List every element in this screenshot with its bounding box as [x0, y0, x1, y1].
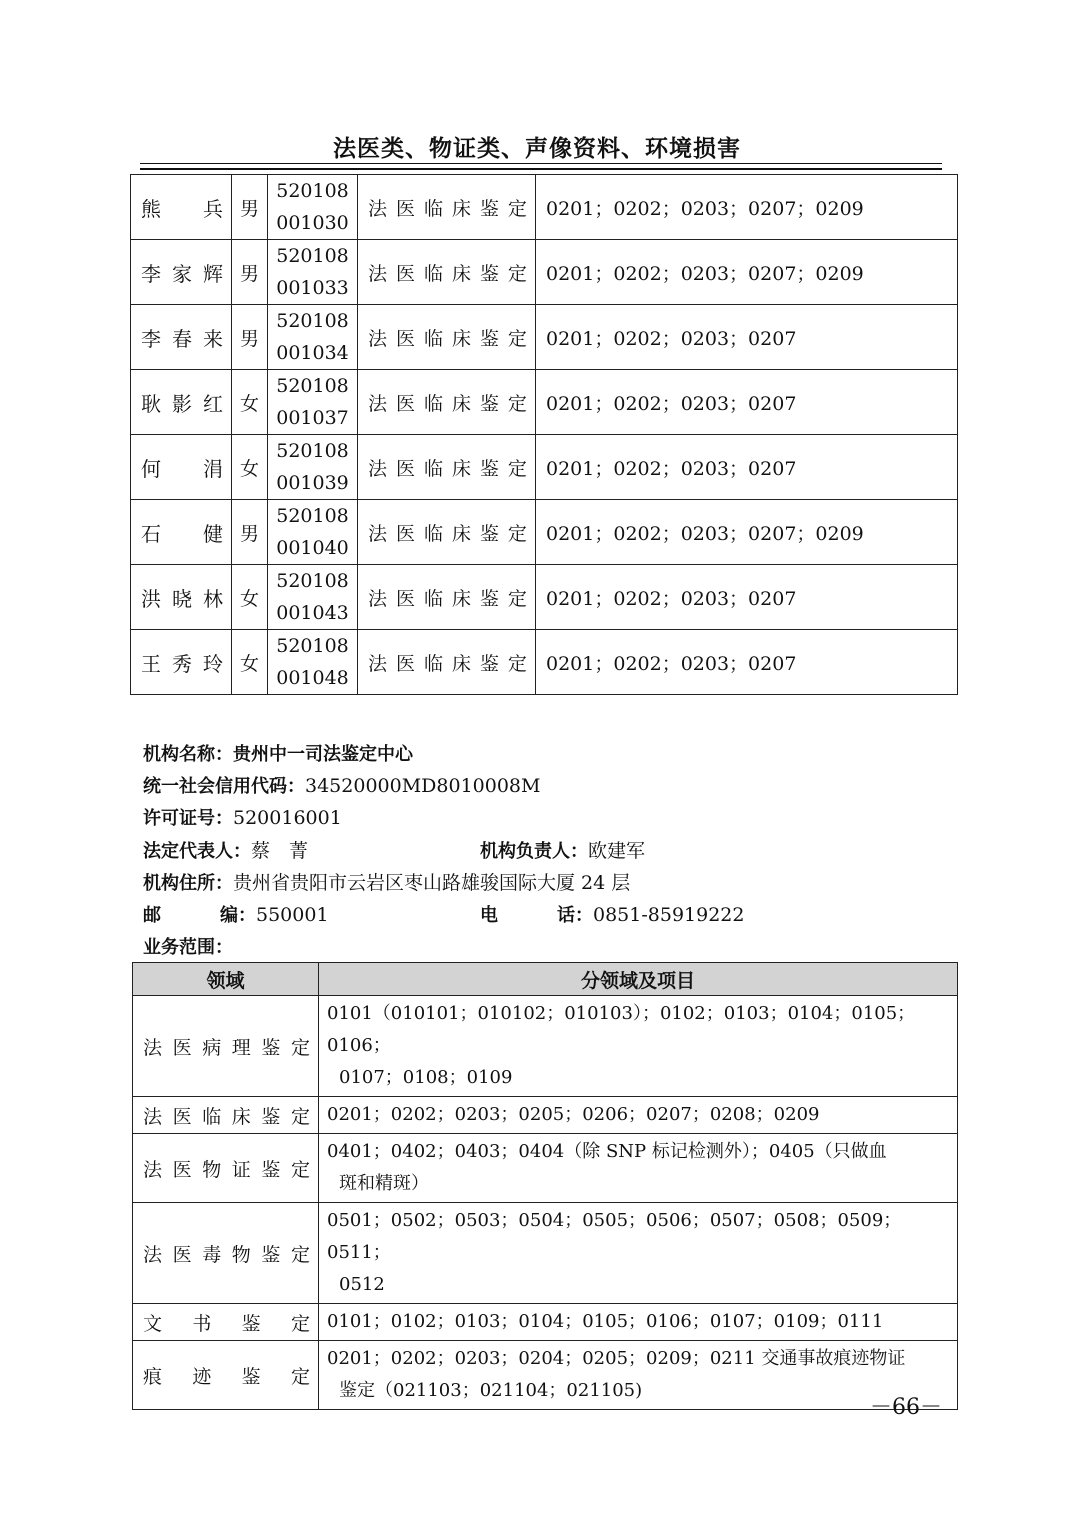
name-char: 晓 — [172, 586, 192, 611]
scope-items-line1: 0501；0502；0503；0504；0505；0506；0507；0508；0509；0511； — [327, 1210, 902, 1263]
field-char: 定 — [290, 1036, 310, 1059]
field-char: 医 — [172, 1105, 192, 1128]
field-char: 鉴 — [261, 1105, 281, 1128]
expert-codes: 0201；0202；0203；0207 — [536, 370, 958, 435]
scope-field — [133, 1341, 319, 1410]
field-char: 床 — [451, 197, 471, 220]
expert-field-chars — [358, 584, 535, 611]
field-char: 鉴 — [479, 652, 499, 675]
credit-code-line — [143, 770, 963, 803]
page-number: －66－ — [870, 1395, 942, 1420]
expert-codes: 0201；0202；0203；0207；0209 — [536, 240, 958, 305]
expert-field-chars — [358, 519, 535, 546]
org-name-label: 机构名称： — [143, 744, 233, 765]
expert-sex: 女 — [232, 630, 268, 695]
expert-field — [358, 565, 536, 630]
field-char: 定 — [290, 1243, 310, 1266]
field-char: 法 — [368, 327, 388, 350]
field-char: 医 — [395, 587, 415, 610]
field-char: 证 — [231, 1158, 251, 1181]
expert-name — [131, 435, 232, 500]
field-char: 法 — [368, 197, 388, 220]
expert-name-chars — [131, 388, 231, 417]
field-char: 定 — [507, 327, 527, 350]
field-char: 临 — [423, 457, 443, 480]
field-char: 床 — [451, 587, 471, 610]
representative-line — [143, 835, 963, 868]
expert-sex: 男 — [232, 175, 268, 240]
phone-value: 0851-85919222 — [593, 904, 745, 926]
field-char: 定 — [507, 522, 527, 545]
name-char: 来 — [203, 326, 223, 351]
expert-name-chars — [131, 583, 231, 612]
representative-value: 蔡 菁 — [251, 840, 309, 862]
expert-field — [358, 175, 536, 240]
table-row — [133, 1203, 958, 1304]
license-number-part1: 520108 — [276, 245, 349, 267]
table-row — [131, 370, 958, 435]
expert-name-chars — [131, 258, 231, 287]
page-header-title: 法医类、物证类、声像资料、环境损害 — [333, 136, 741, 162]
expert-license-number — [268, 435, 358, 500]
scope-field-chars — [133, 1155, 318, 1182]
expert-field-chars — [358, 389, 535, 416]
expert-name-chars — [131, 518, 231, 547]
expert-name — [131, 175, 232, 240]
table-row — [131, 630, 958, 695]
scope-items — [319, 1341, 958, 1410]
field-char: 毒 — [202, 1243, 222, 1266]
name-char: 家 — [172, 261, 192, 286]
field-char: 法 — [143, 1105, 163, 1128]
scope-items-line1: 0401；0402；0403；0404（除 SNP 标记检测外）；0405（只做血 — [327, 1141, 887, 1162]
field-char: 床 — [451, 522, 471, 545]
expert-field-chars — [358, 324, 535, 351]
field-char: 床 — [451, 457, 471, 480]
field-char: 临 — [202, 1105, 222, 1128]
name-char: 何 — [141, 456, 161, 481]
license-value: 520016001 — [233, 807, 342, 829]
name-char: 洪 — [141, 586, 161, 611]
expert-name — [131, 305, 232, 370]
expert-sex: 女 — [232, 370, 268, 435]
name-char: 王 — [141, 651, 161, 676]
table-row — [131, 240, 958, 305]
expert-name — [131, 500, 232, 565]
address-value: 贵州省贵阳市云岩区枣山路雄骏国际大厦 24 层 — [233, 872, 631, 894]
field-char: 鉴 — [479, 587, 499, 610]
field-char: 定 — [290, 1158, 310, 1181]
expert-sex: 男 — [232, 305, 268, 370]
field-char: 医 — [395, 197, 415, 220]
org-name-line — [143, 738, 963, 771]
field-char: 鉴 — [479, 392, 499, 415]
field-char: 医 — [395, 522, 415, 545]
expert-field-chars — [358, 649, 535, 676]
expert-license-number — [268, 175, 358, 240]
expert-codes: 0201；0202；0203；0207 — [536, 565, 958, 630]
field-char: 法 — [368, 522, 388, 545]
expert-table — [130, 174, 958, 695]
scope-field-chars — [133, 1033, 318, 1060]
field-char: 文 — [143, 1312, 163, 1335]
expert-license-number — [268, 370, 358, 435]
expert-field-chars — [358, 194, 535, 221]
name-char: 影 — [172, 391, 192, 416]
field-char: 临 — [423, 392, 443, 415]
name-char: 辉 — [203, 261, 223, 286]
field-char: 鉴 — [479, 197, 499, 220]
license-number-part2: 001040 — [276, 537, 349, 559]
expert-field — [358, 435, 536, 500]
scope-items — [319, 1304, 958, 1341]
field-char: 临 — [423, 262, 443, 285]
table-row — [131, 175, 958, 240]
field-char: 鉴 — [479, 262, 499, 285]
field-char: 病 — [202, 1036, 222, 1059]
license-number-part2: 001039 — [276, 472, 349, 494]
expert-sex: 男 — [232, 500, 268, 565]
field-char: 床 — [451, 262, 471, 285]
license-number-part2: 001034 — [276, 342, 349, 364]
field-char: 定 — [507, 392, 527, 415]
field-char: 定 — [290, 1105, 310, 1128]
credit-code-value: 34520000MD8010008M — [305, 775, 541, 797]
field-char: 鉴 — [241, 1312, 261, 1335]
field-char: 医 — [172, 1158, 192, 1181]
license-number-part1: 520108 — [276, 375, 349, 397]
field-char: 临 — [423, 587, 443, 610]
field-char: 定 — [507, 197, 527, 220]
field-char: 法 — [368, 262, 388, 285]
scope-items-line1: 0201；0202；0203；0204；0205；0209；0211 交通事故痕迹物证 — [327, 1348, 906, 1369]
license-label: 许可证号： — [143, 808, 233, 829]
field-char: 医 — [395, 262, 415, 285]
expert-name-chars — [131, 193, 231, 222]
field-char: 鉴 — [261, 1243, 281, 1266]
scope-items-line2: 0512 — [339, 1274, 385, 1295]
expert-codes: 0201；0202；0203；0207 — [536, 630, 958, 695]
name-char: 石 — [141, 521, 161, 546]
table-row — [133, 1341, 958, 1410]
scope-label-line — [143, 931, 963, 964]
field-char: 鉴 — [261, 1158, 281, 1181]
business-scope-table — [132, 962, 958, 1410]
field-char: 医 — [395, 457, 415, 480]
field-char: 定 — [290, 1312, 310, 1335]
address-line — [143, 867, 963, 900]
scope-items — [319, 996, 958, 1097]
table-row — [133, 996, 958, 1097]
expert-sex: 女 — [232, 565, 268, 630]
scope-field — [133, 1203, 319, 1304]
table-row — [131, 305, 958, 370]
expert-sex: 男 — [232, 240, 268, 305]
field-char: 临 — [423, 327, 443, 350]
field-char: 医 — [395, 392, 415, 415]
license-number-part1: 520108 — [276, 440, 349, 462]
expert-sex: 女 — [232, 435, 268, 500]
field-char: 定 — [507, 262, 527, 285]
expert-codes: 0201；0202；0203；0207；0209 — [536, 500, 958, 565]
license-number-part1: 520108 — [276, 570, 349, 592]
scope-items-line2: 0107；0108；0109 — [339, 1067, 513, 1088]
expert-field-chars — [358, 259, 535, 286]
postcode-phone-line: 邮编：550001 电话：0851-85919222 — [143, 899, 963, 932]
license-number-part1: 520108 — [276, 505, 349, 527]
name-char: 李 — [141, 261, 161, 286]
field-char: 法 — [143, 1243, 163, 1266]
expert-license-number — [268, 500, 358, 565]
field-char: 床 — [451, 327, 471, 350]
field-char: 法 — [368, 587, 388, 610]
header-rule-thin — [140, 163, 942, 164]
table-row — [131, 435, 958, 500]
license-number-part2: 001043 — [276, 602, 349, 624]
table-row — [133, 1304, 958, 1341]
field-char: 医 — [395, 327, 415, 350]
field-char: 临 — [423, 652, 443, 675]
field-char: 定 — [507, 457, 527, 480]
expert-codes: 0201；0202；0203；0207；0209 — [536, 175, 958, 240]
scope-header-field: 领域 — [133, 963, 319, 996]
expert-field — [358, 500, 536, 565]
head-value: 欧建军 — [588, 840, 646, 862]
expert-license-number — [268, 630, 358, 695]
head-label: 机构负责人： — [480, 841, 588, 862]
name-char: 兵 — [203, 196, 223, 221]
scope-field-chars — [133, 1240, 318, 1267]
license-number-part1: 520108 — [276, 180, 349, 202]
field-char: 定 — [507, 587, 527, 610]
expert-name-chars — [131, 453, 231, 482]
field-char: 物 — [202, 1158, 222, 1181]
scope-field — [133, 1134, 319, 1203]
expert-name — [131, 240, 232, 305]
scope-items-line1: 0101（010101；010102；010103）；0102；0103；0104；0105；0106； — [327, 1003, 916, 1056]
name-char: 林 — [203, 586, 223, 611]
name-char: 李 — [141, 326, 161, 351]
expert-license-number — [268, 305, 358, 370]
scope-items-line1: 0201；0202；0203；0205；0206；0207；0208；0209 — [327, 1104, 820, 1125]
license-number-part2: 001033 — [276, 277, 349, 299]
header-rule-thick — [140, 168, 942, 170]
scope-field — [133, 996, 319, 1097]
name-char: 红 — [203, 391, 223, 416]
field-char: 法 — [368, 652, 388, 675]
field-char: 定 — [507, 652, 527, 675]
expert-field — [358, 370, 536, 435]
scope-label: 业务范围： — [143, 937, 233, 958]
expert-field — [358, 305, 536, 370]
table-row — [131, 565, 958, 630]
field-char: 物 — [231, 1243, 251, 1266]
scope-field-chars — [133, 1309, 318, 1336]
field-char: 医 — [395, 652, 415, 675]
field-char: 鉴 — [479, 327, 499, 350]
expert-field — [358, 630, 536, 695]
scope-field — [133, 1304, 319, 1341]
license-number-part2: 001030 — [276, 212, 349, 234]
field-char: 迹 — [192, 1365, 212, 1388]
address-label: 机构住所： — [143, 873, 233, 894]
field-char: 床 — [451, 392, 471, 415]
license-number-part2: 001048 — [276, 667, 349, 689]
name-char: 春 — [172, 326, 192, 351]
field-char: 理 — [231, 1036, 251, 1059]
name-char: 熊 — [141, 196, 161, 221]
field-char: 临 — [423, 197, 443, 220]
scope-field — [133, 1097, 319, 1134]
table-row — [133, 1097, 958, 1134]
name-char: 耿 — [141, 391, 161, 416]
scope-items — [319, 1134, 958, 1203]
scope-field-chars — [133, 1102, 318, 1129]
org-name-value: 贵州中一司法鉴定中心 — [233, 744, 413, 765]
field-char: 鉴 — [241, 1365, 261, 1388]
field-char: 法 — [368, 457, 388, 480]
credit-code-label: 统一社会信用代码： — [143, 776, 305, 797]
field-char: 临 — [423, 522, 443, 545]
expert-license-number — [268, 240, 358, 305]
name-char: 涓 — [203, 456, 223, 481]
postcode-value: 550001 — [256, 904, 329, 926]
scope-items-line2: 斑和精斑） — [339, 1173, 429, 1194]
field-char: 医 — [172, 1036, 192, 1059]
name-char: 秀 — [172, 651, 192, 676]
name-char: 玲 — [203, 651, 223, 676]
field-char: 鉴 — [261, 1036, 281, 1059]
field-char: 痕 — [143, 1365, 163, 1388]
field-char: 床 — [231, 1105, 251, 1128]
scope-header-items: 分领域及项目 — [319, 963, 958, 996]
expert-license-number — [268, 565, 358, 630]
field-char: 鉴 — [479, 457, 499, 480]
scope-items-line2: 鉴定（021103；021104；021105) — [339, 1380, 643, 1401]
expert-codes: 0201；0202；0203；0207 — [536, 435, 958, 500]
field-char: 定 — [290, 1365, 310, 1388]
scope-field-chars — [133, 1362, 318, 1389]
license-number-part1: 520108 — [276, 310, 349, 332]
scope-items — [319, 1097, 958, 1134]
license-number-part1: 520108 — [276, 635, 349, 657]
expert-name — [131, 630, 232, 695]
license-line — [143, 802, 963, 835]
field-char: 法 — [143, 1158, 163, 1181]
expert-name — [131, 370, 232, 435]
license-number-part2: 001037 — [276, 407, 349, 429]
field-char: 法 — [143, 1036, 163, 1059]
expert-name — [131, 565, 232, 630]
name-char: 健 — [203, 521, 223, 546]
field-char: 鉴 — [479, 522, 499, 545]
expert-name-chars — [131, 648, 231, 677]
expert-field — [358, 240, 536, 305]
table-row — [131, 500, 958, 565]
field-char: 书 — [192, 1312, 212, 1335]
field-char: 床 — [451, 652, 471, 675]
scope-items — [319, 1203, 958, 1304]
expert-name-chars — [131, 323, 231, 352]
scope-items-line1: 0101；0102；0103；0104；0105；0106；0107；0109；0111 — [327, 1311, 884, 1332]
table-row — [133, 1134, 958, 1203]
field-char: 法 — [368, 392, 388, 415]
field-char: 医 — [172, 1243, 192, 1266]
postcode-label: 邮编 — [143, 905, 238, 926]
expert-field-chars — [358, 454, 535, 481]
expert-codes: 0201；0202；0203；0207 — [536, 305, 958, 370]
phone-label: 电话 — [480, 905, 575, 926]
representative-label: 法定代表人： — [143, 841, 251, 862]
